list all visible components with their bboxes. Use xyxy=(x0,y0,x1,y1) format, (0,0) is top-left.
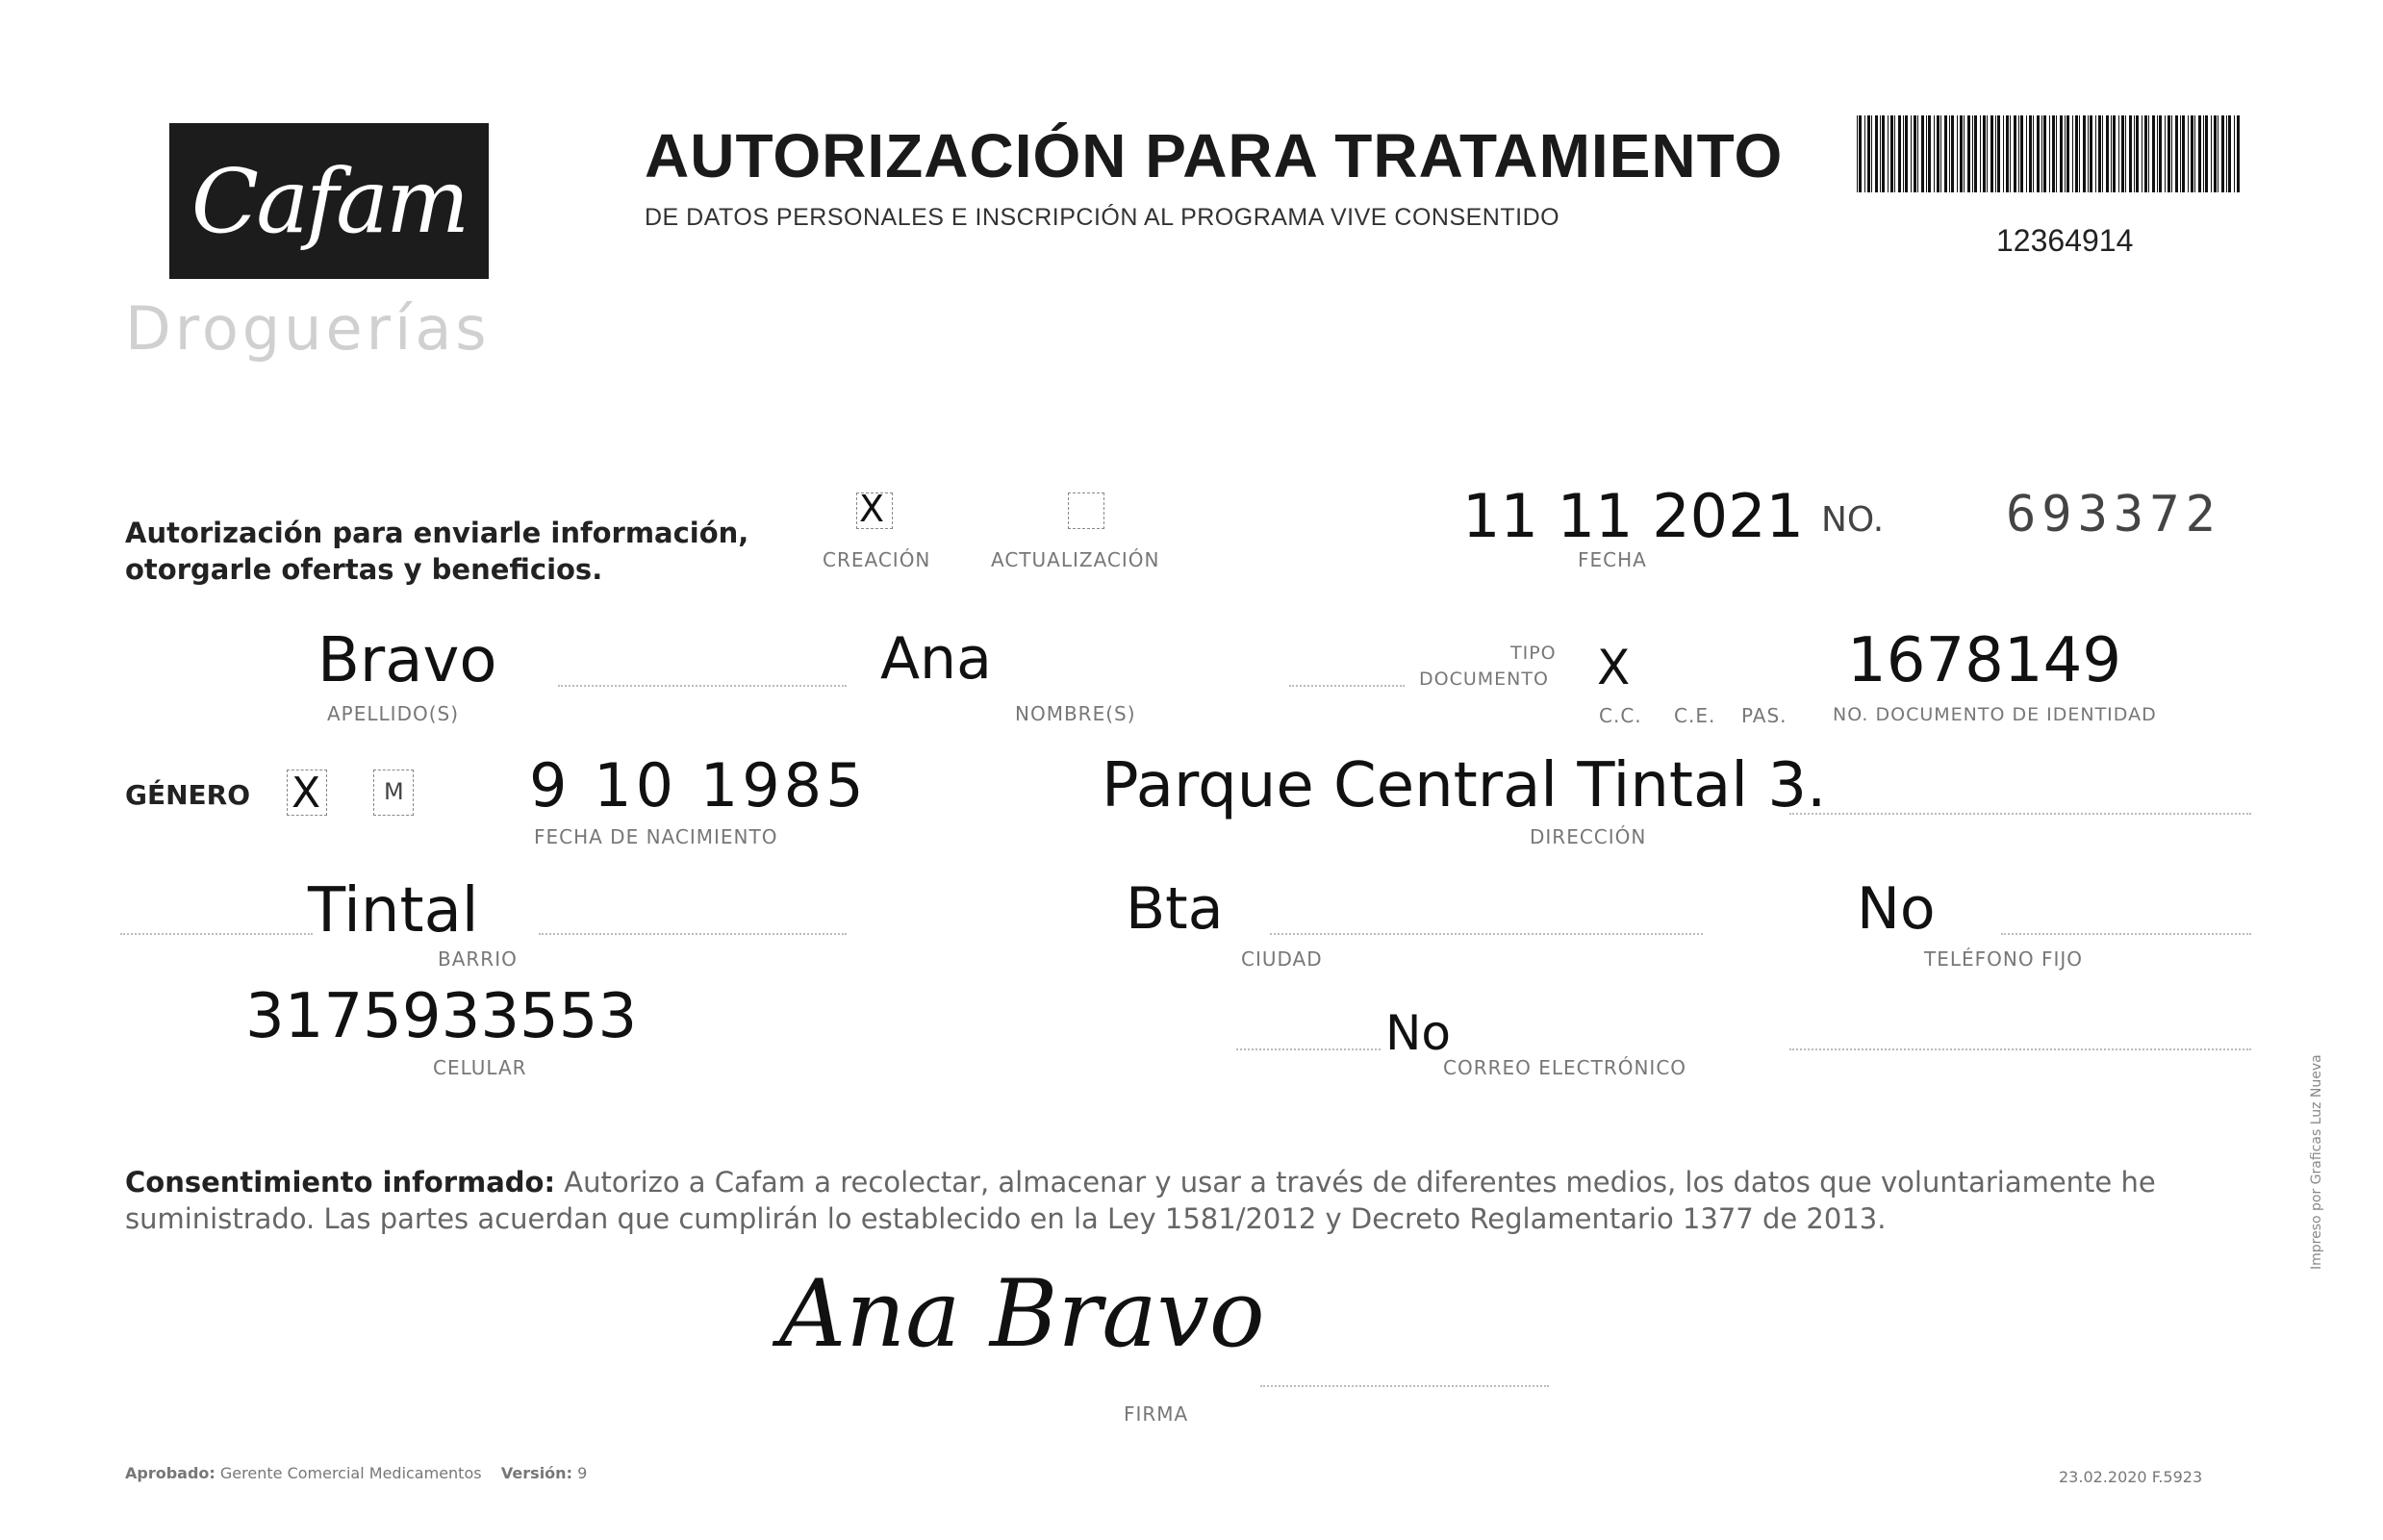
genero-label: GÉNERO xyxy=(125,779,251,811)
genero-m-checkbox[interactable] xyxy=(373,770,414,816)
logo-subtext: Droguerías xyxy=(125,293,491,364)
aprobado-label: Aprobado: xyxy=(125,1464,215,1482)
form-subtitle: DE DATOS PERSONALES E INSCRIPCIÓN AL PROGRAMA VIVE CONSENTIDO xyxy=(645,204,1560,231)
barrio-line-right xyxy=(539,933,847,935)
actualizacion-label: ACTUALIZACIÓN xyxy=(991,548,1160,571)
pas-label: PAS. xyxy=(1741,704,1787,727)
correo-line-right xyxy=(1789,1048,2251,1050)
creacion-checkbox[interactable] xyxy=(856,488,893,530)
version-label: Versión: xyxy=(500,1464,572,1482)
signature-line xyxy=(1260,1385,1549,1387)
genero-m-label: M xyxy=(384,778,404,805)
tipo-documento-label-line2: DOCUMENTO xyxy=(1419,669,1549,690)
aprobado-value: Gerente Comercial Medicamentos xyxy=(219,1464,482,1482)
direccion-label: DIRECCIÓN xyxy=(1530,825,1647,848)
tipo-documento-label-line1: TIPO xyxy=(1510,643,1557,664)
footer-date-code: 23.02.2020 F.5923 xyxy=(2059,1468,2203,1486)
nombres-label: NOMBRE(S) xyxy=(1015,702,1136,725)
apellidos-value[interactable]: Bravo xyxy=(317,625,497,696)
telefono-label: TELÉFONO FIJO xyxy=(1924,947,2083,971)
direccion-line xyxy=(1789,813,2251,815)
signature-label: FIRMA xyxy=(1124,1402,1189,1426)
celular-label: CELULAR xyxy=(433,1056,527,1079)
documento-label: NO. DOCUMENTO DE IDENTIDAD xyxy=(1833,704,2157,725)
fecha-nacimiento-value[interactable]: 9 10 1985 xyxy=(529,750,868,820)
nombres-line xyxy=(1289,685,1405,687)
version-value: 9 xyxy=(577,1464,588,1482)
authorization-label xyxy=(125,515,748,588)
tipo-documento-mark[interactable]: X xyxy=(1597,640,1631,695)
logo-text: Cafam xyxy=(190,149,468,253)
correo-label: CORREO ELECTRÓNICO xyxy=(1443,1056,1687,1079)
genero-f-mark: X xyxy=(292,769,321,818)
consent-heading: Consentimiento informado: xyxy=(125,1166,556,1199)
fecha-label: FECHA xyxy=(1578,548,1647,571)
authorization-label-line1: Autorización para enviarle información, xyxy=(125,517,749,549)
apellidos-label: APELLIDO(S) xyxy=(327,702,460,725)
documento-value[interactable]: 1678149 xyxy=(1847,625,2122,696)
ce-label: C.E. xyxy=(1674,704,1716,727)
correo-line-left xyxy=(1236,1048,1381,1050)
ciudad-value[interactable]: Bta xyxy=(1126,875,1224,943)
cc-label: C.C. xyxy=(1599,704,1642,727)
no-value: 693372 xyxy=(2006,486,2221,543)
ciudad-label: CIUDAD xyxy=(1241,947,1323,971)
celular-value[interactable]: 3175933553 xyxy=(245,981,638,1052)
direccion-value[interactable]: Parque Central Tintal 3. xyxy=(1102,750,1827,821)
signature-value[interactable]: Ana Bravo xyxy=(779,1260,1265,1368)
fecha-nacimiento-label: FECHA DE NACIMIENTO xyxy=(534,825,778,848)
footer-approval xyxy=(125,1464,587,1482)
actualizacion-checkbox[interactable] xyxy=(1068,492,1104,529)
apellidos-line xyxy=(558,685,847,687)
barcode-image xyxy=(1857,115,2242,192)
authorization-label-line2: otorgarle ofertas y beneficios. xyxy=(125,553,603,586)
barrio-line-left xyxy=(120,933,313,935)
cafam-logo xyxy=(169,123,489,279)
nombres-value[interactable]: Ana xyxy=(880,625,992,693)
telefono-value[interactable]: No xyxy=(1857,875,1936,943)
barcode-number: 12364914 xyxy=(1996,223,2134,258)
genero-f-checkbox[interactable] xyxy=(287,770,327,816)
no-label: NO. xyxy=(1821,500,1885,540)
correo-value[interactable]: No xyxy=(1385,1005,1451,1061)
barrio-value[interactable]: Tintal xyxy=(308,875,479,947)
printer-side-text: Impreso por Graficas Luz Nueva xyxy=(2309,1054,2324,1270)
creacion-label: CREACIÓN xyxy=(823,548,931,571)
form-title: AUTORIZACIÓN PARA TRATAMIENTO xyxy=(645,121,1784,190)
consent-text: Autorizo a Cafam a recolectar, almacenar y usar a través de diferentes medios, los datos que voluntariamente he suministrado. Las partes acuerdan que cumplirán lo establecido en la Ley 1581/2012 y Decreto Reglamentario 1377 de 2013. xyxy=(125,1166,2156,1235)
barrio-label: BARRIO xyxy=(438,947,518,971)
ciudad-line xyxy=(1270,933,1703,935)
fecha-value[interactable]: 11 11 2021 xyxy=(1462,481,1804,551)
consent-paragraph xyxy=(125,1164,2242,1237)
creacion-mark: X xyxy=(859,488,885,530)
telefono-line xyxy=(2001,933,2251,935)
